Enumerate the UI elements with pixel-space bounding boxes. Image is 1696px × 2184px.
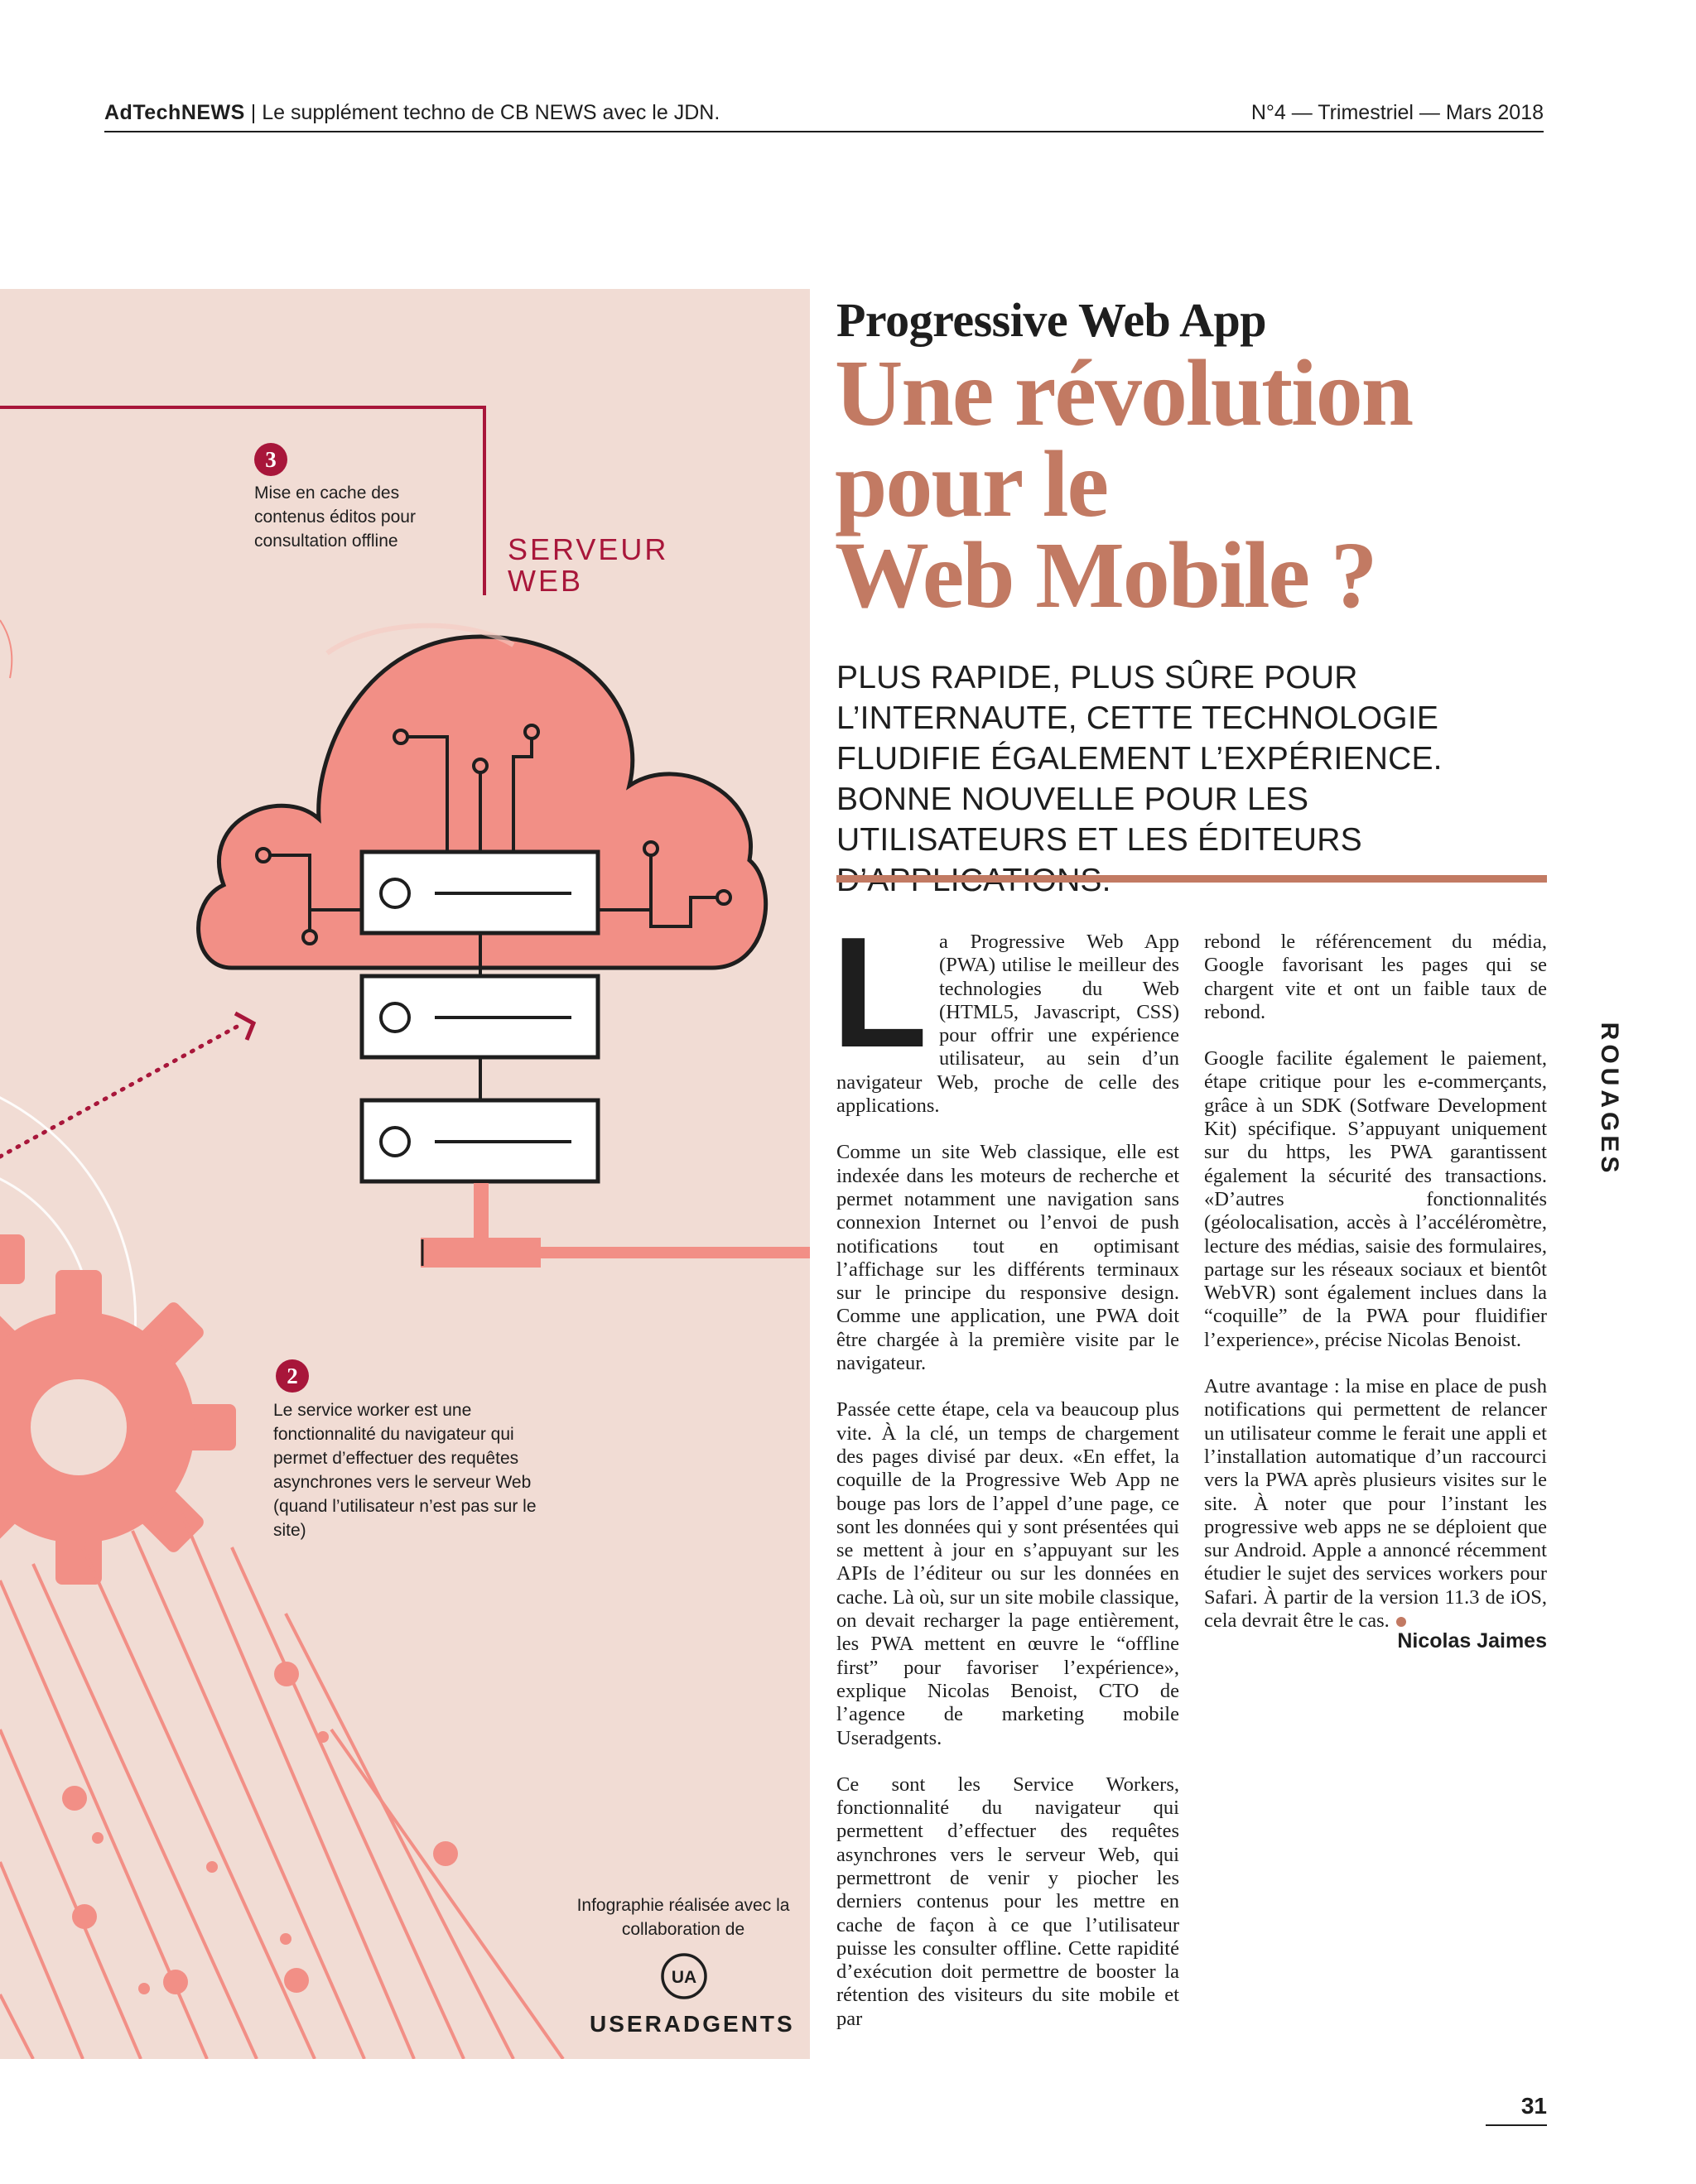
running-header — [104, 99, 1544, 132]
author-signature: Nicolas Jaimes — [1397, 1629, 1547, 1653]
network-pipe — [421, 1183, 810, 1268]
paragraph: Ce sont les Service Workers, fonctionnalité du navigateur qui permettent d’effectuer des requêtes asynchrones vers le serveur Web, qui permettront de venir y piocher les derniers contenus pour les mettre en cache de façon à ce que l’utilisateur puisse les consulter offline. Cette rapidité d’exécution doit permettre de booster la rétention des visiteurs du site mobile et par — [836, 1773, 1179, 2030]
paragraph: Autre avantage : la mise en place de push notifications qui permettent de relancer un utilisateur comme le ferait une appli et l’installation automatique d’un raccourci vers la PWA après plusieurs visites sur le site. À noter que pour l’instant les progressive web apps ne se déploient que sur Android. Apple a annoncé récemment étudier le sujet des services workers pour Safari. À partir de la version 11.3 de iOS, cela devrait être le cas. — [1204, 1375, 1547, 1633]
drop-cap: L — [831, 905, 928, 1080]
article-column-1 — [831, 905, 1179, 2054]
paragraph: rebond le référencement du média, Google favorisant les pages qui se chargent vite et ont un faible taux de rebond. — [1204, 931, 1547, 1023]
infographic-panel — [0, 289, 810, 2059]
headline-line-2: pour le — [835, 431, 1108, 536]
page-number: 31 — [1486, 2093, 1547, 2126]
publication-tagline: | Le supplément techno de CB NEWS avec le JDN. — [250, 101, 720, 124]
paragraph: La Progressive Web App (PWA) utilise le meilleur des technologies du Web (HTML5, Javascript, CSS) pour offrir une expérience utilisateur, au sein d’un navigateur Web, proche de celle des applications. — [831, 905, 1179, 1118]
useradgents-wordmark: USERADGENTS — [590, 2011, 795, 2037]
server-unit-1 — [362, 852, 598, 933]
article-deck: PLUS RAPIDE, PLUS SÛRE POUR L’INTERNAUTE, CETTE TECHNOLOGIE FLUDIFIE ÉGALEMENT L’EXPÉRIENCE. BONNE NOUVELLE POUR LES UTILISATEURS ET LES ÉDITEURS — [836, 660, 1443, 858]
server-web-label: SERVEUR WEB — [508, 532, 669, 598]
step-2-badge: 2 — [276, 1359, 309, 1393]
section-label: ROUAGES — [1596, 1022, 1623, 1177]
paragraph: Passée cette étape, cela va beaucoup plus vite. À la clé, un temps de chargement des pages divisé par deux. «En effet, la coquille de la Progressive Web App ne bouge pas lors de l’appel d’une page, ce sont les données qui y sont présentées qui se mettent à jour en s’appuyant sur les APIs de l’éditeur ou sur les données en cache. Là où, sur un site mobile classique, on devait recharger la page entièrement, les PWA mettent en œuvre le “offline first” pour favoriser l’expérience», explique Nicolas Benoist, CTO de l’agence de marketing mobile Useradgents. — [836, 1398, 1179, 1749]
server-unit-3 — [362, 1100, 598, 1181]
infographic-credit: Infographie réalisée avec la collaboration de — [576, 1896, 790, 1939]
article-kicker: Progressive Web App — [836, 293, 1267, 347]
issue-info: N°4 — Trimestriel — Mars 2018 — [1250, 101, 1544, 124]
headline-rule — [836, 875, 1547, 883]
server-unit-2 — [362, 976, 598, 1057]
paragraph: Google facilite également le paiement, étape critique pour les e-commerçants, grâce à un SDK (Sotfware Development Kit) spécifique. S’appuyant uniquement sur du https, les PWA garantissent également la sécurité des transactions. «D’autres fonctionnalités (géolocalisation, accès à l’accéléromètre, lecture des médias, saisie des formulaires, partage sur les réseaux sociaux et bientôt WebVR) sont également inclues dans la “coquille” de la PWA pour fluidifier l’experience», précise Nicolas Benoist. — [1204, 1047, 1547, 1351]
dotted-arrow-line — [0, 1026, 238, 1157]
headline-line-3: Web Mobile ? — [835, 522, 1376, 628]
infographic-illustration — [0, 289, 810, 2059]
publication-brand: AdTechNEWS — [104, 101, 245, 124]
arc-decoration — [0, 620, 12, 678]
data-lines-decoration — [0, 1514, 563, 2059]
article-column-2 — [1204, 931, 1547, 1653]
article-headline — [835, 340, 1547, 628]
step-3-badge: 3 — [254, 443, 287, 476]
step-3-caption: Mise en cache des contenus éditos pour consultation offline — [254, 483, 416, 551]
end-mark-icon — [1396, 1617, 1406, 1627]
logo-mark: UA — [671, 1968, 697, 1987]
gear-icon — [0, 1234, 236, 1585]
paragraph: Comme un site Web classique, elle est indexée dans les moteurs de recherche et permet notamment une navigation sans connexion Internet ou l’envoi de push notifications tout en optimisant l’affichage sur les différents terminaux sur le principe du responsive design. Comme une application, une PWA doit être chargée à la première visite par le navigateur. — [836, 1141, 1179, 1375]
headline-line-1: Une révolution — [835, 340, 1413, 445]
step-2-caption: Le service worker est une fonctionnalité du navigateur qui permet d’effectuer des requêtes asynchrones vers le serveur Web (quand l’utilisateur n’est pas sur le site) — [273, 1401, 537, 1540]
